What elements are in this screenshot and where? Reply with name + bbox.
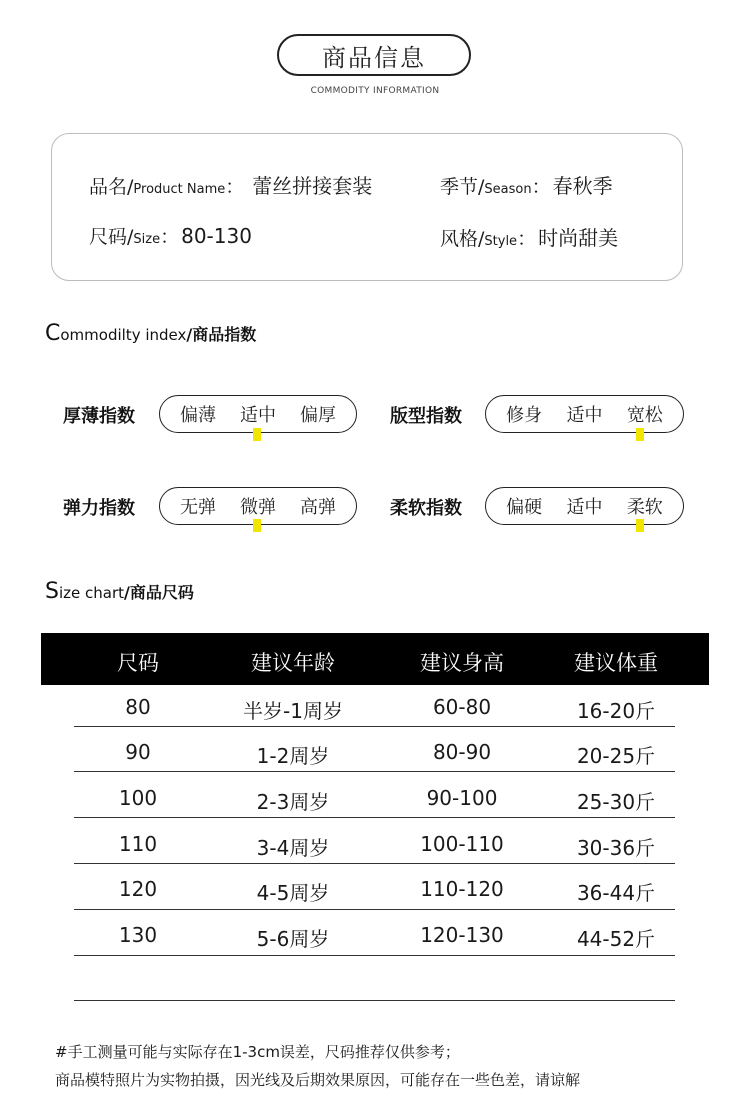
info-value: 春秋季 <box>552 174 613 198</box>
index-option: 偏薄 <box>180 405 216 426</box>
info-colon: ： <box>225 176 245 198</box>
index-label-fit: 版型指数 <box>390 406 462 427</box>
size-heading-en: ize chart <box>58 584 125 602</box>
table-cell: 100 <box>118 786 158 810</box>
column-header-size: 尺码 <box>117 651 159 675</box>
info-label-en: Style <box>484 234 518 249</box>
index-label-thickness: 厚薄指数 <box>63 406 135 427</box>
table-cell: 100-110 <box>420 832 504 856</box>
index-option: 偏厚 <box>300 405 336 426</box>
table-row-divider <box>74 955 675 956</box>
table-cell: 20-25斤 <box>576 744 656 768</box>
info-colon: ： <box>531 176 551 198</box>
table-cell: 80-90 <box>432 740 492 764</box>
table-cell: 2-3周岁 <box>256 790 330 814</box>
column-header-weight: 建议体重 <box>574 651 658 675</box>
index-option: 柔软 <box>626 497 663 518</box>
index-marker-thickness <box>253 428 261 441</box>
index-marker-fit <box>636 428 644 441</box>
table-cell: 4-5周岁 <box>256 881 330 905</box>
page-subtitle: COMMODITY INFORMATION <box>310 86 440 96</box>
table-cell: 1-2周岁 <box>256 744 330 768</box>
info-label-en: Season <box>484 182 532 197</box>
info-value: 80-130 <box>181 224 252 248</box>
index-heading-en: ommodilty index <box>60 326 187 344</box>
index-marker-elasticity <box>253 519 261 532</box>
index-heading <box>45 321 256 346</box>
table-row-divider <box>74 771 675 772</box>
table-cell: 120 <box>118 877 158 901</box>
info-label-cn: 风格/ <box>440 228 485 250</box>
table-cell: 5-6周岁 <box>256 927 330 951</box>
page-title: 商品信息 <box>277 34 471 76</box>
table-cell: 110-120 <box>420 877 504 901</box>
info-label-cn: 季节/ <box>440 176 485 198</box>
table-cell: 120-130 <box>420 923 504 947</box>
table-cell: 16-20斤 <box>576 699 656 723</box>
info-label-cn: 品名/ <box>89 176 134 198</box>
index-option: 无弹 <box>180 497 216 518</box>
info-value: 时尚甜美 <box>538 226 619 250</box>
table-row-divider <box>74 726 675 727</box>
table-bottom-rule <box>74 1000 675 1001</box>
info-size <box>89 222 252 249</box>
product-info-box <box>51 133 683 281</box>
size-heading-cn: /商品尺码 <box>124 583 194 602</box>
info-season <box>440 170 613 199</box>
table-cell: 半岁-1周岁 <box>243 699 343 723</box>
info-value: 蕾丝拼接套装 <box>252 174 373 198</box>
table-cell: 90-100 <box>426 786 498 810</box>
size-heading <box>45 579 194 604</box>
table-cell: 110 <box>118 832 158 856</box>
index-option: 宽松 <box>626 405 663 426</box>
index-option: 适中 <box>566 405 603 426</box>
info-style <box>440 222 618 251</box>
table-cell: 44-52斤 <box>576 927 656 951</box>
table-row-divider <box>74 863 675 864</box>
info-product-name <box>89 170 372 199</box>
table-cell: 30-36斤 <box>576 836 656 860</box>
index-option: 适中 <box>566 497 603 518</box>
table-cell: 80 <box>125 695 151 719</box>
size-heading-initial: S <box>45 579 59 604</box>
column-header-age: 建议年龄 <box>251 651 335 675</box>
table-cell: 36-44斤 <box>576 881 656 905</box>
column-header-height: 建议身高 <box>420 651 504 675</box>
note-color-difference: 商品模特照片为实物拍摄，因光线及后期效果原因，可能存在一些色差，请谅解 <box>55 1071 581 1089</box>
table-cell: 90 <box>125 740 151 764</box>
info-label-cn: 尺码/ <box>89 226 134 248</box>
index-option: 适中 <box>240 405 276 426</box>
index-option: 高弹 <box>300 497 336 518</box>
table-cell: 3-4周岁 <box>256 836 330 860</box>
table-row-divider <box>74 909 675 910</box>
table-cell: 25-30斤 <box>576 790 656 814</box>
index-heading-cn: /商品指数 <box>186 325 257 344</box>
note-measurement: #手工测量可能与实际存在1-3cm误差，尺码推荐仅供参考； <box>55 1043 460 1061</box>
index-scale-softness <box>485 487 684 525</box>
index-heading-initial: C <box>45 321 61 346</box>
table-row-divider <box>74 817 675 818</box>
index-label-softness: 柔软指数 <box>390 498 462 519</box>
table-cell: 60-80 <box>432 695 492 719</box>
info-colon: ： <box>160 226 180 248</box>
info-label-en: Product Name <box>133 182 226 197</box>
index-option: 修身 <box>506 405 543 426</box>
index-scale-fit <box>485 395 684 433</box>
index-label-elasticity: 弹力指数 <box>63 498 135 519</box>
index-option: 偏硬 <box>506 497 543 518</box>
index-marker-softness <box>636 519 644 532</box>
table-cell: 130 <box>118 923 158 947</box>
info-colon: ： <box>517 228 537 250</box>
index-option: 微弹 <box>240 497 276 518</box>
info-label-en: Size <box>133 232 161 247</box>
